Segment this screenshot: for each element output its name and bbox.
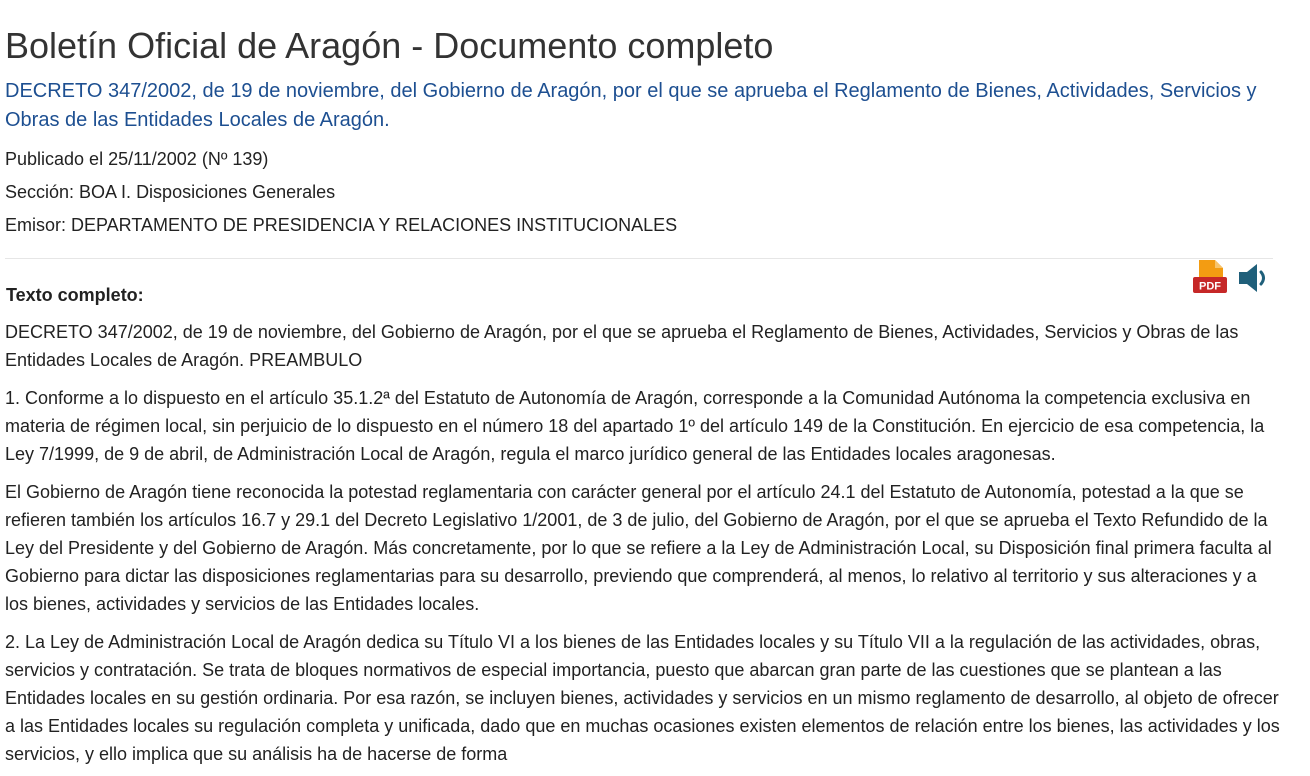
full-text-label: Texto completo: <box>6 285 144 305</box>
full-text-header <box>5 259 1310 303</box>
audio-listen-icon[interactable] <box>1237 261 1271 295</box>
section-info: Sección: BOA I. Disposiciones Generales <box>5 182 336 202</box>
decree-title-link[interactable]: DECRETO 347/2002, de 19 de noviembre, del Gobierno de Aragón, por el que se aprueba el Reglamento de Bienes, Actividades, Servicios y Obras de las Entidades Locales de Aragón. <box>5 80 1257 131</box>
paragraph: El Gobierno de Aragón tiene reconocida la potestad reglamentaria con carácter general por el artículo 24.1 del Estatuto de Autonomía, potestad a la que se refieren también los artículos 16.7 y 29.1 del Decreto Legislativo 1/2001, de 3 de julio, del Gobierno de Aragón, por el que se aprueba el Texto Refundido de la Ley del Presidente y del Gobierno de Aragón. Más concretamente, por lo que se refiere a la Ley de Administración Local, su Disposición final primera faculta al Gobierno para dictar las disposiciones reglamentarias para su desarrollo, previendo que comprenderá, al menos, lo relativo al territorio y sus alteraciones y a los bienes, actividades y servicios de las Entidades locales. <box>5 482 1272 614</box>
paragraph: DECRETO 347/2002, de 19 de noviembre, del Gobierno de Aragón, por el que se aprueba el Reglamento de Bienes, Actividades, Servicios y Obras de las Entidades Locales de Aragón. PREAMBULO <box>5 322 1239 370</box>
pdf-download-icon[interactable] <box>1193 259 1227 297</box>
published-date: Publicado el 25/11/2002 (Nº 139) <box>5 149 269 169</box>
pdf-icon-text: PDF <box>1199 280 1221 293</box>
page-title: Boletín Oficial de Aragón - Documento completo <box>5 25 774 66</box>
issuer-info: Emisor: DEPARTAMENTO DE PRESIDENCIA Y RELACIONES INSTITUCIONALES <box>5 215 678 235</box>
document-actions <box>1193 259 1273 299</box>
paragraph: 2. La Ley de Administración Local de Aragón dedica su Título VI a los bienes de las Entidades locales y su Título VII a la regulación de las actividades, obras, servicios y contratación. Se trata de bloques normativos de especial importancia, puesto que abarcan gran parte de las cuestiones que se plantean a las Entidades locales en su gestión ordinaria. Por esa razón, se incluyen bienes, actividades y servicios en un mismo reglamento de desarrollo, al objeto de ofrecer a las Entidades locales su regulación completa y unificada, dado que en muchas ocasiones existen elementos de relación entre los bienes, las actividades y los servicios, y ello implica que su análisis ha de hacerse de forma <box>5 632 1280 764</box>
paragraph: 1. Conforme a lo dispuesto en el artículo 35.1.2ª del Estatuto de Autonomía de Aragón, corresponde a la Comunidad Autónoma la competencia exclusiva en materia de régimen local, sin perjuicio de lo dispuesto en el número 18 del apartado 1º del artículo 149 de la Constitución. En ejercicio de esa competencia, la Ley 7/1999, de 9 de abril, de Administración Local de Aragón, regula el marco jurídico general de las Entidades locales aragonesas. <box>5 388 1265 464</box>
full-text-body <box>5 318 1280 768</box>
